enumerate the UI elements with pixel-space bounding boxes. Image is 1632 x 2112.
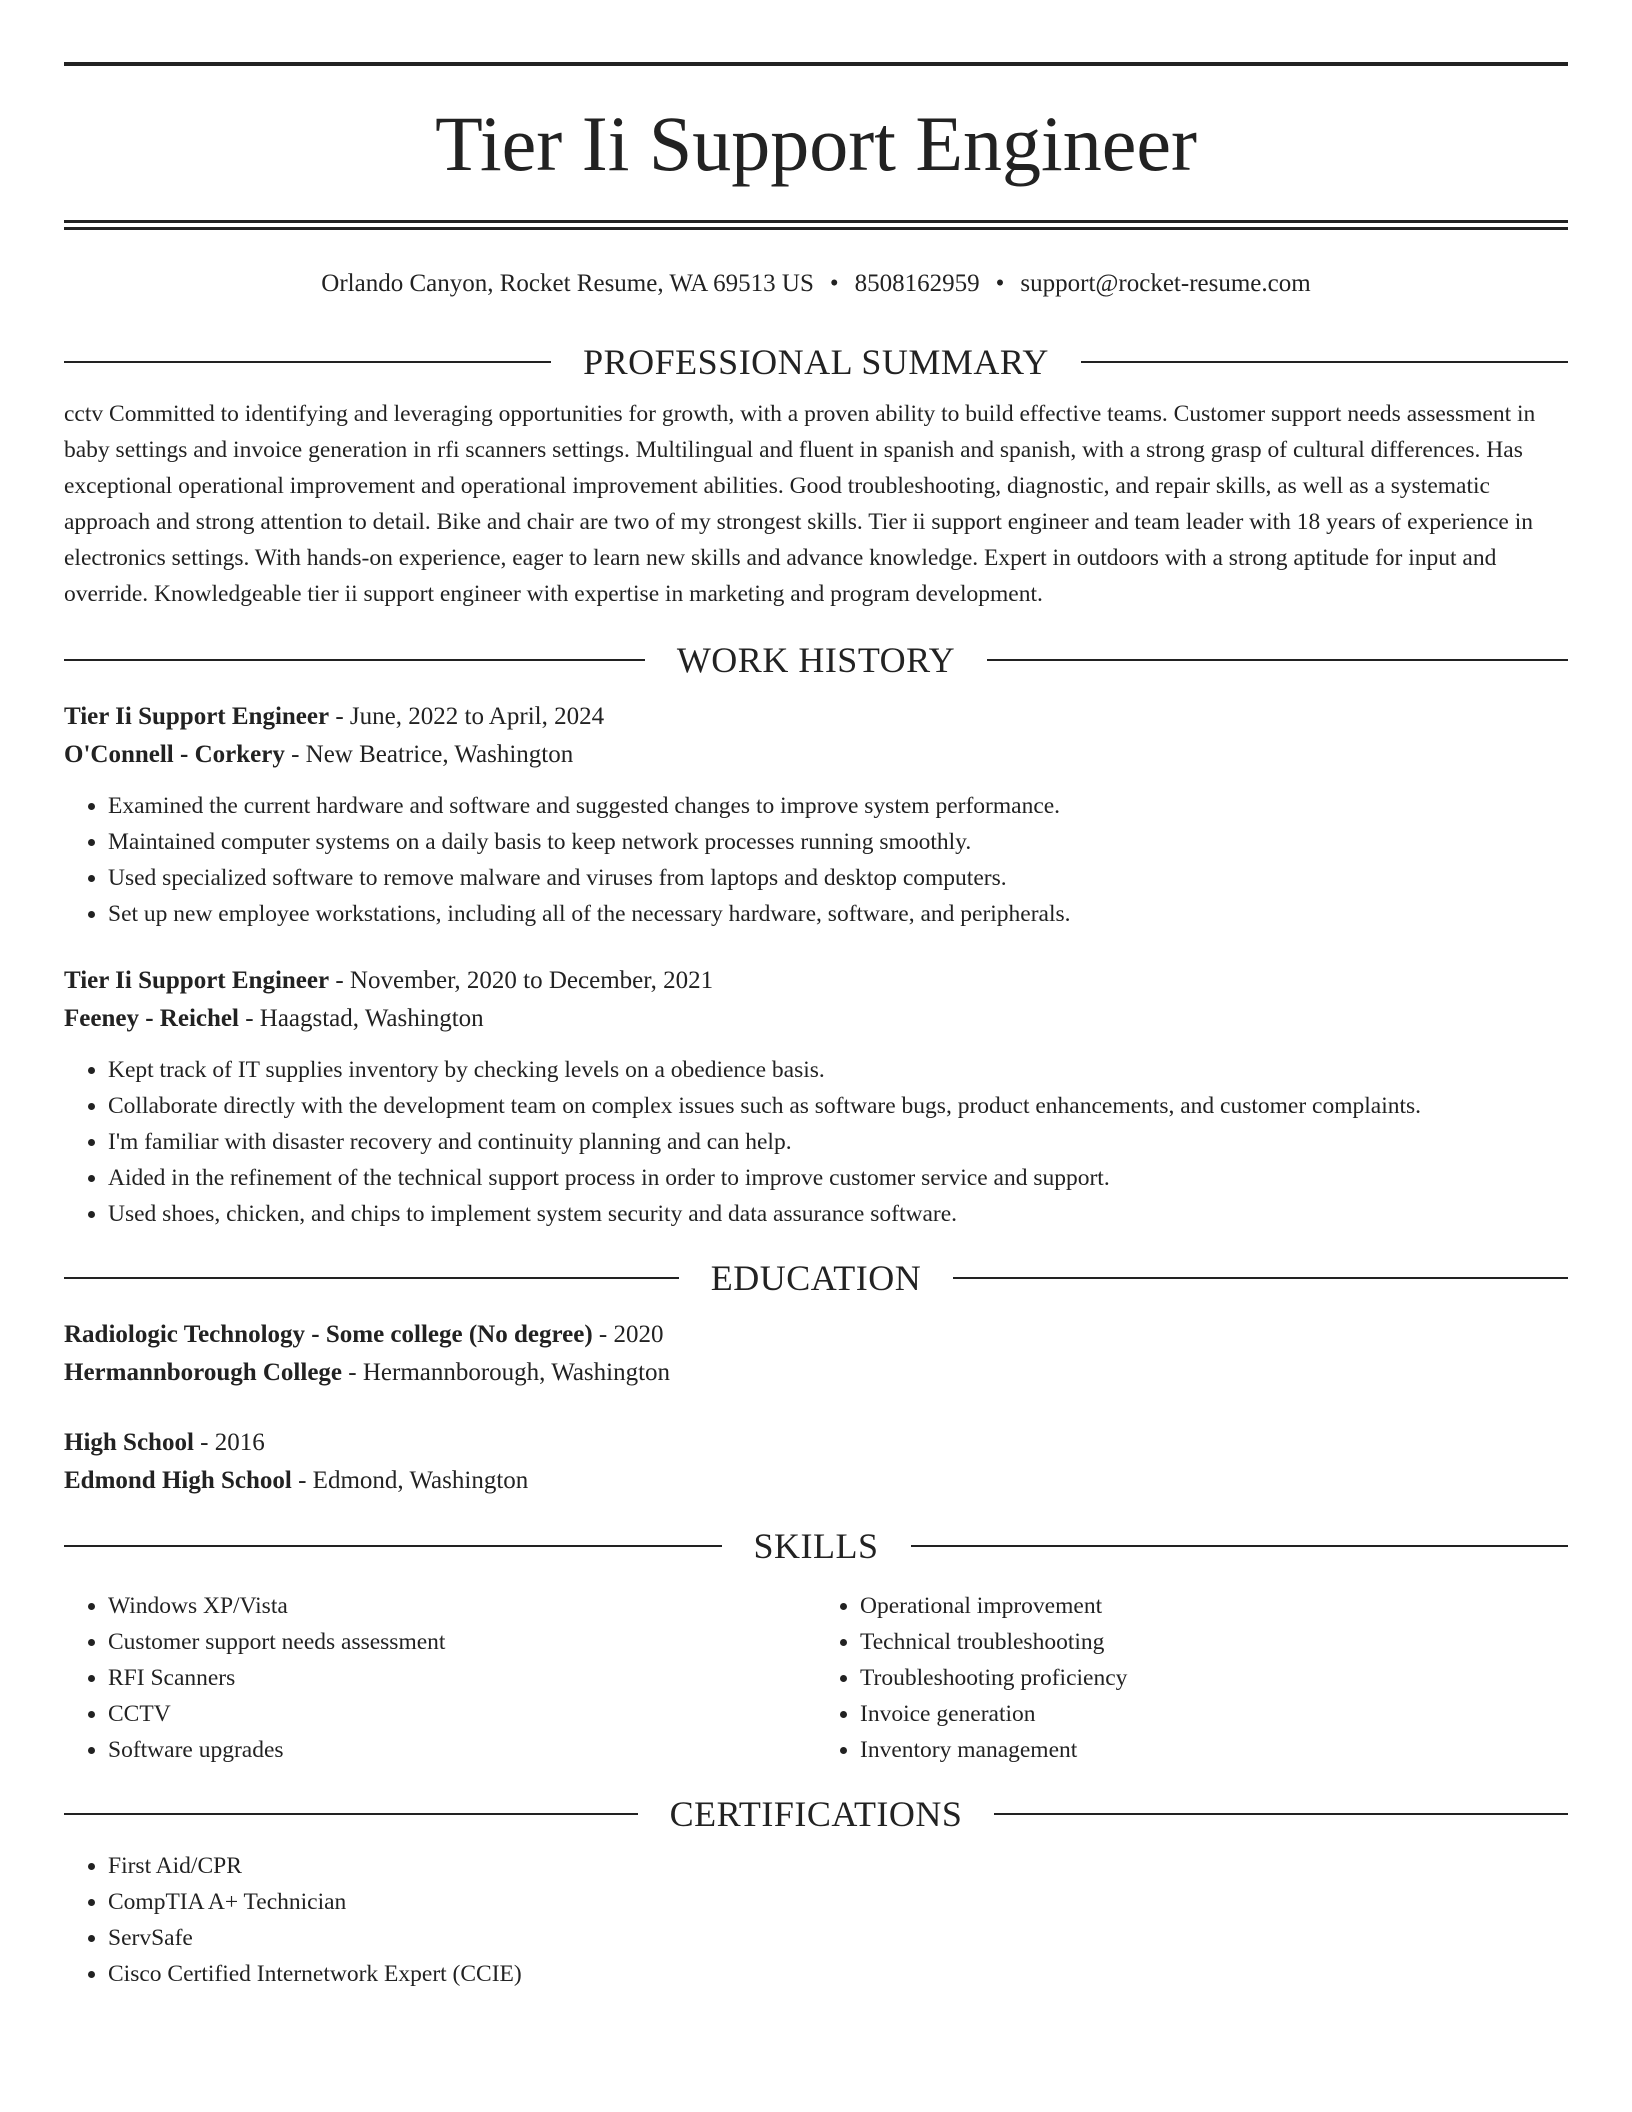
list-item: • Invoice generation xyxy=(860,1696,1568,1732)
job-entry xyxy=(64,962,1568,1232)
heading-rule-left xyxy=(64,1813,638,1815)
heading-rule-left xyxy=(64,659,645,661)
job-title-line xyxy=(64,698,1568,736)
list-item: • RFI Scanners xyxy=(108,1660,816,1696)
list-item: • Aided in the refinement of the technical support process in order to improve customer service and support. xyxy=(108,1160,1568,1196)
list-item: • Collaborate directly with the development team on complex issues such as software bugs, product enhancements, and customer complaints. xyxy=(108,1088,1568,1124)
education-school: Edmond High School xyxy=(64,1467,292,1494)
job-company-line xyxy=(64,1000,1568,1038)
heading-rule-right xyxy=(1081,361,1568,363)
education-school-line xyxy=(64,1462,1568,1500)
contact-separator: • xyxy=(829,270,839,297)
section-heading-education xyxy=(64,1258,1568,1298)
top-rule xyxy=(64,62,1568,66)
skills-list xyxy=(64,1588,816,1768)
job-dates: - June, 2022 to April, 2024 xyxy=(329,703,605,730)
contact-separator: • xyxy=(995,270,1005,297)
list-item: • Examined the current hardware and software and suggested changes to improve system performance. xyxy=(108,788,1568,824)
section-heading-work-history xyxy=(64,640,1568,680)
job-location: - Haagstad, Washington xyxy=(238,1005,484,1032)
job-company-line xyxy=(64,736,1568,774)
education-degree: Radiologic Technology - Some college (No degree) xyxy=(64,1321,593,1348)
education-degree: High School xyxy=(64,1429,194,1456)
list-item: • Customer support needs assessment xyxy=(108,1624,816,1660)
job-location: - New Beatrice, Washington xyxy=(284,741,574,768)
heading-rule-right xyxy=(911,1545,1569,1547)
skills-column-left xyxy=(64,1580,816,1768)
list-item: • Software upgrades xyxy=(108,1732,816,1768)
heading-rule-left xyxy=(64,1545,722,1547)
list-item: • Used specialized software to remove malware and viruses from laptops and desktop computers. xyxy=(108,860,1568,896)
list-item: • CCTV xyxy=(108,1696,816,1732)
skills-columns xyxy=(64,1580,1568,1768)
section-title: PROFESSIONAL SUMMARY xyxy=(583,342,1049,382)
list-item: • Cisco Certified Internetwork Expert (CCIE) xyxy=(108,1956,1568,1992)
section-title: SKILLS xyxy=(753,1526,879,1566)
list-item: • Maintained computer systems on a daily basis to keep network processes running smoothly. xyxy=(108,824,1568,860)
list-item: • I'm familiar with disaster recovery and continuity planning and can help. xyxy=(108,1124,1568,1160)
job-company: O'Connell - Corkery xyxy=(64,741,285,768)
page-title: Tier Ii Support Engineer xyxy=(435,100,1197,187)
job-company: Feeney - Reichel xyxy=(64,1005,239,1032)
job-bullet-list xyxy=(64,1052,1568,1232)
job-role: Tier Ii Support Engineer xyxy=(64,967,330,994)
education-entry xyxy=(64,1424,1568,1500)
section-title: EDUCATION xyxy=(710,1258,922,1298)
job-role: Tier Ii Support Engineer xyxy=(64,703,330,730)
job-dates: - November, 2020 to December, 2021 xyxy=(329,967,714,994)
education-location: - Hermannborough, Washington xyxy=(342,1359,671,1386)
list-item: • Inventory management xyxy=(860,1732,1568,1768)
job-title-line xyxy=(64,962,1568,1000)
contact-line xyxy=(64,268,1568,300)
education-location: - Edmond, Washington xyxy=(291,1467,529,1494)
heading-rule-left xyxy=(64,1277,679,1279)
heading-rule-right xyxy=(953,1277,1568,1279)
job-bullet-list xyxy=(64,788,1568,932)
education-year: - 2016 xyxy=(193,1429,265,1456)
list-item: • Operational improvement xyxy=(860,1588,1568,1624)
list-item: • Used shoes, chicken, and chips to implement system security and data assurance software. xyxy=(108,1196,1568,1232)
education-entry xyxy=(64,1316,1568,1392)
list-item: • Kept track of IT supplies inventory by checking levels on a obedience basis. xyxy=(108,1052,1568,1088)
list-item: • CompTIA A+ Technician xyxy=(108,1884,1568,1920)
contact-phone: 8508162959 xyxy=(854,270,980,297)
list-item: • Set up new employee workstations, including all of the necessary hardware, software, and peripherals. xyxy=(108,896,1568,932)
section-title: WORK HISTORY xyxy=(676,640,956,680)
list-item: • Windows XP/Vista xyxy=(108,1588,816,1624)
list-item: • Troubleshooting proficiency xyxy=(860,1660,1568,1696)
education-degree-line xyxy=(64,1424,1568,1462)
job-entry xyxy=(64,698,1568,932)
list-item: • First Aid/CPR xyxy=(108,1848,1568,1884)
list-item: • ServSafe xyxy=(108,1920,1568,1956)
summary-paragraph: cctv Committed to identifying and leveraging opportunities for growth, with a proven ability to build effective teams. Customer support needs assessment in baby settings and invoice generation in rfi scanners settings. Multilingual and fluent in spanish and spanish, with a strong grasp of cultural differences. Has exceptional operational improvement and operational improvement abilities. Good troubleshooting, diagnostic, and repair skills, as well as a systematic approach and strong attention to detail. Bike and chair are two of my strongest skills. Tier ii support engineer and team leader with 18 years of experience in electronics settings. With hands-on experience, eager to learn new skills and advance knowledge. Expert in outdoors with a strong aptitude for input and override. Knowledgeable tier ii support engineer with expertise in marketing and program development. xyxy=(64,401,1536,607)
heading-rule-right xyxy=(987,659,1568,661)
education-school-line xyxy=(64,1354,1568,1392)
contact-email: support@rocket-resume.com xyxy=(1020,270,1311,297)
heading-rule-right xyxy=(994,1813,1568,1815)
skills-list xyxy=(816,1588,1568,1768)
section-heading-summary xyxy=(64,342,1568,382)
contact-address: Orlando Canyon, Rocket Resume, WA 69513 US xyxy=(321,270,814,297)
section-title: CERTIFICATIONS xyxy=(669,1794,963,1834)
education-school: Hermannborough College xyxy=(64,1359,343,1386)
title-double-rule xyxy=(64,220,1568,230)
skills-column-right xyxy=(816,1580,1568,1768)
education-degree-line xyxy=(64,1316,1568,1354)
heading-rule-left xyxy=(64,361,551,363)
certifications-list xyxy=(64,1848,1568,1992)
section-heading-certifications xyxy=(64,1794,1568,1834)
list-item: • Technical troubleshooting xyxy=(860,1624,1568,1660)
section-heading-skills xyxy=(64,1526,1568,1566)
education-year: - 2020 xyxy=(592,1321,664,1348)
